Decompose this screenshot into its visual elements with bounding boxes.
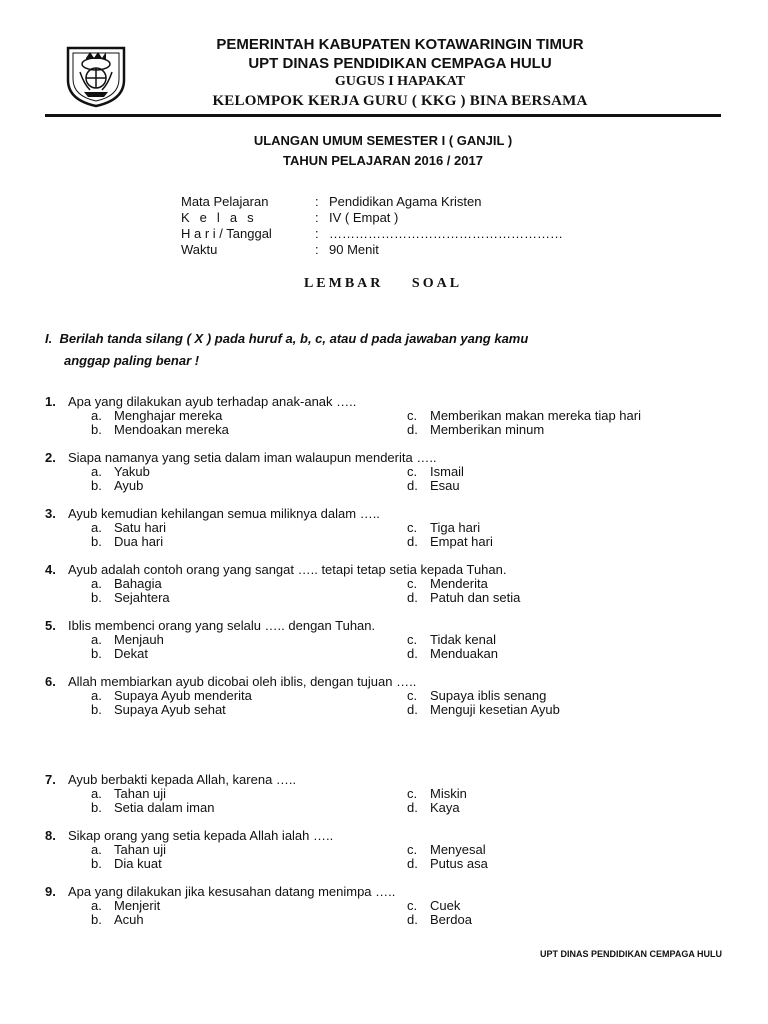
- info-label-subject: Mata Pelajaran: [181, 194, 269, 209]
- option-letter: a.: [91, 408, 102, 423]
- option-letter: b.: [91, 422, 102, 437]
- option-letter: b.: [91, 856, 102, 871]
- option-a: [91, 576, 162, 591]
- option-text: Menyesal: [430, 842, 486, 857]
- option-text: Acuh: [114, 912, 144, 927]
- option-d: [407, 646, 498, 661]
- option-letter: a.: [91, 632, 102, 647]
- option-letter: d.: [407, 702, 418, 717]
- option-letter: d.: [407, 912, 418, 927]
- option-text: Setia dalam iman: [114, 800, 215, 815]
- option-letter: d.: [407, 534, 418, 549]
- option-a: [91, 786, 166, 801]
- info-colon: :: [315, 194, 319, 209]
- info-colon: :: [315, 226, 319, 241]
- exam-year: TAHUN PELAJARAN 2016 / 2017: [283, 153, 483, 168]
- option-a: [91, 632, 164, 647]
- option-c: [407, 898, 460, 913]
- option-b: [91, 478, 143, 493]
- option-text: Sejahtera: [114, 590, 170, 605]
- option-letter: d.: [407, 590, 418, 605]
- option-letter: c.: [407, 632, 418, 647]
- option-letter: a.: [91, 576, 102, 591]
- regency-crest-icon: [64, 40, 128, 108]
- option-text: Supaya Ayub sehat: [114, 702, 226, 717]
- option-text: Tidak kenal: [430, 632, 496, 647]
- option-text: Supaya iblis senang: [430, 688, 547, 703]
- option-d: [407, 800, 460, 815]
- option-d: [407, 590, 520, 605]
- option-text: Tahan uji: [114, 786, 167, 801]
- option-a: [91, 408, 222, 423]
- exam-title: ULANGAN UMUM SEMESTER I ( GANJIL ): [253, 133, 513, 148]
- option-d: [407, 856, 488, 871]
- option-text: Kaya: [430, 800, 460, 815]
- question-number: 1.: [45, 394, 56, 409]
- option-letter: b.: [91, 590, 102, 605]
- option-d: [407, 702, 560, 717]
- question-number: 2.: [45, 450, 56, 465]
- option-text: Tiga hari: [430, 520, 481, 535]
- question-text: Ayub adalah contoh orang yang sangat ….. tetapi tetap setia kepada Tuhan.: [68, 562, 507, 577]
- option-a: [91, 898, 160, 913]
- info-value-date: ………………………………………………: [329, 226, 563, 241]
- letterhead-group: KELOMPOK KERJA GURU ( KKG ) BINA BERSAMA: [212, 93, 588, 109]
- option-letter: b.: [91, 478, 102, 493]
- info-label-date: H a r i / Tanggal: [181, 226, 272, 241]
- option-letter: d.: [407, 422, 418, 437]
- option-c: [407, 842, 486, 857]
- option-text: Empat hari: [430, 534, 493, 549]
- option-letter: d.: [407, 800, 418, 815]
- option-text: Mendoakan mereka: [114, 422, 229, 437]
- option-text: Menjerit: [114, 898, 161, 913]
- option-text: Tahan uji: [114, 842, 167, 857]
- info-value-subject: Pendidikan Agama Kristen: [329, 194, 482, 209]
- option-b: [91, 856, 162, 871]
- question-text: Allah membiarkan ayub dicobai oleh iblis, dengan tujuan …..: [68, 674, 417, 689]
- option-letter: b.: [91, 800, 102, 815]
- option-letter: c.: [407, 898, 418, 913]
- option-text: Memberikan minum: [430, 422, 545, 437]
- option-d: [407, 912, 472, 927]
- option-b: [91, 422, 229, 437]
- option-letter: b.: [91, 534, 102, 549]
- option-c: [407, 576, 488, 591]
- option-letter: c.: [407, 688, 418, 703]
- option-letter: d.: [407, 856, 418, 871]
- option-text: Miskin: [430, 786, 467, 801]
- option-letter: c.: [407, 408, 418, 423]
- option-text: Dekat: [114, 646, 148, 661]
- option-b: [91, 590, 170, 605]
- option-text: Menduakan: [430, 646, 498, 661]
- option-a: [91, 464, 150, 479]
- option-text: Cuek: [430, 898, 461, 913]
- option-b: [91, 800, 214, 815]
- option-text: Satu hari: [114, 520, 167, 535]
- option-letter: c.: [407, 842, 418, 857]
- question-number: 3.: [45, 506, 56, 521]
- option-letter: a.: [91, 520, 102, 535]
- option-letter: b.: [91, 646, 102, 661]
- option-letter: b.: [91, 702, 102, 717]
- option-letter: d.: [407, 478, 418, 493]
- info-label-class: K e l a s: [181, 210, 257, 225]
- footer-office: UPT DINAS PENDIDIKAN CEMPAGA HULU: [539, 949, 722, 959]
- option-text: Supaya Ayub menderita: [114, 688, 252, 703]
- option-letter: a.: [91, 898, 102, 913]
- option-b: [91, 912, 144, 927]
- question-text: Sikap orang yang setia kepada Allah ialah …..: [68, 828, 334, 843]
- question-number: 7.: [45, 772, 56, 787]
- option-c: [407, 688, 546, 703]
- option-text: Menghajar mereka: [114, 408, 223, 423]
- option-text: Menjauh: [114, 632, 164, 647]
- option-text: Ayub: [114, 478, 144, 493]
- letterhead-office: UPT DINAS PENDIDIKAN CEMPAGA HULU: [248, 55, 552, 72]
- letterhead-divider: [45, 114, 721, 117]
- instruction-text: Berilah tanda silang ( X ) pada huruf a, b, c, atau d pada jawaban yang kamu: [59, 331, 529, 346]
- sheet-title: LEMBAR SOAL: [303, 276, 463, 291]
- option-text: Yakub: [114, 464, 150, 479]
- info-colon: :: [315, 242, 319, 257]
- option-text: Memberikan makan mereka tiap hari: [430, 408, 641, 423]
- question-text: Ayub kemudian kehilangan semua miliknya dalam …..: [68, 506, 380, 521]
- question-text: Ayub berbakti kepada Allah, karena …..: [68, 772, 297, 787]
- question-number: 8.: [45, 828, 56, 843]
- question-text: Apa yang dilakukan ayub terhadap anak-anak …..: [68, 394, 357, 409]
- option-letter: c.: [407, 786, 418, 801]
- instruction-number: I.: [45, 331, 53, 346]
- info-label-time: Waktu: [181, 242, 218, 257]
- option-letter: a.: [91, 464, 102, 479]
- option-text: Menderita: [430, 576, 488, 591]
- option-b: [91, 702, 226, 717]
- option-letter: a.: [91, 786, 102, 801]
- option-a: [91, 688, 252, 703]
- option-a: [91, 520, 166, 535]
- option-letter: a.: [91, 688, 102, 703]
- instruction-line-2: anggap paling benar !: [64, 353, 200, 368]
- option-b: [91, 646, 148, 661]
- letterhead-cluster: GUGUS I HAPAKAT: [334, 74, 466, 89]
- question-text: Siapa namanya yang setia dalam iman walaupun menderita …..: [68, 450, 437, 465]
- option-c: [407, 520, 480, 535]
- option-c: [407, 632, 496, 647]
- letterhead-government: PEMERINTAH KABUPATEN KOTAWARINGIN TIMUR: [216, 36, 584, 53]
- option-c: [407, 408, 641, 423]
- option-text: Patuh dan setia: [430, 590, 521, 605]
- question-number: 6.: [45, 674, 56, 689]
- question-number: 9.: [45, 884, 56, 899]
- question-text: Apa yang dilakukan jika kesusahan datang menimpa …..: [68, 884, 396, 899]
- option-c: [407, 464, 464, 479]
- option-letter: c.: [407, 576, 418, 591]
- option-text: Menguji kesetian Ayub: [430, 702, 560, 717]
- option-text: Esau: [430, 478, 460, 493]
- option-c: [407, 786, 467, 801]
- question-number: 4.: [45, 562, 56, 577]
- option-letter: b.: [91, 912, 102, 927]
- option-text: Putus asa: [430, 856, 488, 871]
- question-text: Iblis membenci orang yang selalu ….. dengan Tuhan.: [68, 618, 376, 633]
- option-text: Berdoa: [430, 912, 472, 927]
- question-number: 5.: [45, 618, 56, 633]
- option-letter: c.: [407, 464, 418, 479]
- option-d: [407, 422, 544, 437]
- option-text: Dua hari: [114, 534, 164, 549]
- option-letter: a.: [91, 842, 102, 857]
- option-b: [91, 534, 163, 549]
- option-text: Dia kuat: [114, 856, 162, 871]
- info-value-class: IV ( Empat ): [329, 210, 399, 225]
- option-text: Bahagia: [114, 576, 162, 591]
- option-text: Ismail: [430, 464, 464, 479]
- option-letter: c.: [407, 520, 418, 535]
- option-a: [91, 842, 166, 857]
- option-letter: d.: [407, 646, 418, 661]
- info-value-time: 90 Menit: [329, 242, 379, 257]
- option-d: [407, 534, 493, 549]
- option-d: [407, 478, 460, 493]
- info-colon: :: [315, 210, 319, 225]
- instruction-line-1: [45, 331, 528, 346]
